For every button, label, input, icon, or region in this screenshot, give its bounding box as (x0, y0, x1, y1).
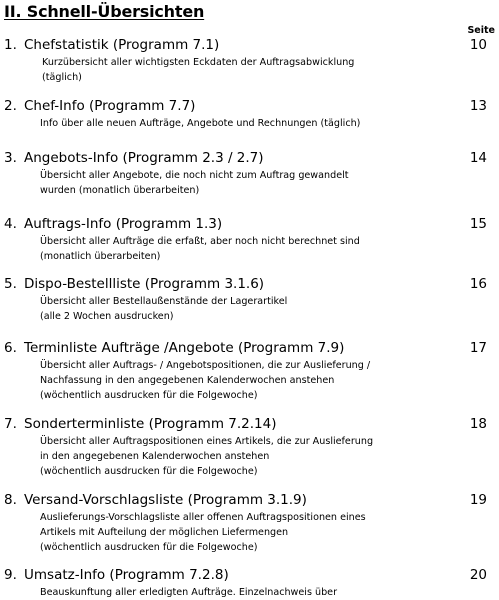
entry-page-number: 14 (469, 150, 487, 166)
page-column-label: Seite (467, 25, 495, 36)
description-line: Übersicht aller Bestellaußenstände der Lagerartikel (40, 296, 288, 307)
entry-number: 5. (4, 276, 17, 292)
description-line: Übersicht aller Auftragspositionen eines Artikels, die zur Auslieferung (40, 436, 374, 447)
description-line: (wöchentlich ausdrucken für die Folgewoche) (40, 466, 258, 477)
entry-heading: Chefstatistik (Programm 7.1) (24, 37, 220, 53)
description-line: Auslieferungs-Vorschlagsliste aller offenen Auftragspositionen eines (40, 512, 366, 523)
entry-description (40, 294, 460, 324)
entry-page-number: 10 (469, 37, 487, 53)
entry-number: 6. (4, 340, 17, 356)
description-line: Artikels mit Aufteilung der möglichen Liefermengen (40, 527, 289, 538)
description-line: Übersicht aller Aufträge die erfaßt, aber noch nicht berechnet sind (40, 236, 360, 247)
entry-number: 4. (4, 216, 17, 232)
entry-heading: Sonderterminliste (Programm 7.2.14) (24, 416, 277, 432)
description-line: Übersicht aller Auftrags- / Angebotspositionen, die zur Auslieferung / (40, 360, 371, 371)
entry-page-number: 20 (469, 567, 487, 583)
entry-heading: Auftrags-Info (Programm 1.3) (24, 216, 223, 232)
description-line: (täglich) (42, 72, 82, 83)
entry-description (40, 168, 460, 198)
entry-page-number: 18 (469, 416, 487, 432)
entry-description (40, 234, 460, 264)
description-line: wurden (monatlich überarbeiten) (40, 185, 200, 196)
description-line: (wöchentlich ausdrucken für die Folgewoche) (40, 542, 258, 553)
entry-description (40, 434, 460, 479)
entry-page-number: 17 (469, 340, 487, 356)
description-line: (alle 2 Wochen ausdrucken) (40, 311, 174, 322)
entry-heading: Terminliste Aufträge /Angebote (Programm 7.9) (24, 340, 345, 356)
description-line: Beauskunftung aller erledigten Aufträge. Einzelnachweis über (40, 587, 338, 598)
entry-number: 9. (4, 567, 17, 583)
entry-page-number: 15 (469, 216, 487, 232)
entry-description (40, 585, 460, 600)
entry-number: 1. (4, 37, 17, 53)
entry-number: 8. (4, 492, 17, 508)
entry-heading: Umsatz-Info (Programm 7.2.8) (24, 567, 229, 583)
description-line: (monatlich überarbeiten) (40, 251, 161, 262)
entry-number: 2. (4, 98, 17, 114)
entry-description (40, 358, 460, 403)
entry-description (40, 510, 460, 555)
description-line: Nachfassung in den angegebenen Kalenderwochen anstehen (40, 375, 335, 386)
description-line: (wöchentlich ausdrucken für die Folgewoche) (40, 390, 258, 401)
entry-heading: Angebots-Info (Programm 2.3 / 2.7) (24, 150, 264, 166)
entry-page-number: 16 (469, 276, 487, 292)
entry-number: 7. (4, 416, 17, 432)
entry-description (42, 55, 462, 85)
entry-page-number: 13 (469, 98, 487, 114)
entry-number: 3. (4, 150, 17, 166)
description-line: in den angegebenen Kalenderwochen anstehen (40, 451, 270, 462)
description-line: Info über alle neuen Aufträge, Angebote und Rechnungen (täglich) (40, 118, 361, 129)
entry-heading: Dispo-Bestellliste (Programm 3.1.6) (24, 276, 265, 292)
entry-description (40, 116, 460, 131)
description-line: Übersicht aller Angebote, die noch nicht zum Auftrag gewandelt (40, 170, 349, 181)
entry-page-number: 19 (469, 492, 487, 508)
entry-heading: Chef-Info (Programm 7.7) (24, 98, 196, 114)
section-title: II. Schnell-Übersichten (4, 2, 205, 21)
entry-heading: Versand-Vorschlagsliste (Programm 3.1.9) (24, 492, 307, 508)
description-line: Kurzübersicht aller wichtigsten Eckdaten der Auftragsabwicklung (42, 57, 355, 68)
